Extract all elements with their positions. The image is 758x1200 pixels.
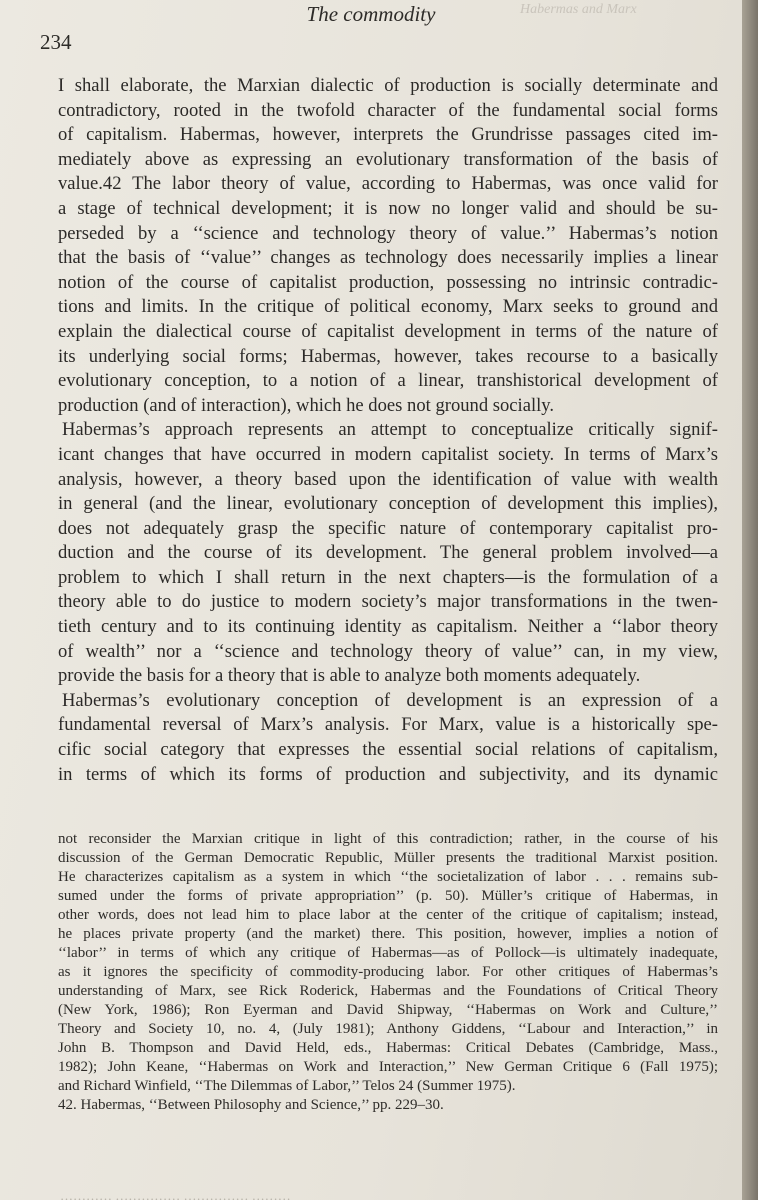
- footnote-line: and Richard Winfield, ‘‘The Dilemmas of Labor,’’ Telos 24 (Summer 1975).: [58, 1078, 516, 1094]
- body-line: explain the dialectical course of capitalist development in terms of the nature of: [58, 320, 718, 342]
- page-number: 234: [40, 30, 72, 54]
- body-line: provide the basis for a theory that is able to analyze both moments adequately.: [58, 665, 641, 687]
- body-line: production (and of interaction), which he does not ground socially.: [58, 394, 555, 416]
- footnote-line: he places private property (and the market) there. This position, however, implies a notion of: [58, 926, 718, 942]
- body-line: tieth century and to its continuing identity as capitalism. Neither a ‘‘labor theory: [58, 616, 718, 638]
- footnote-line: ‘‘labor’’ in terms of which any critique of Habermas—as of Pollock—is ultimately inadequate,: [58, 945, 718, 961]
- body-line: of capitalism. Habermas, however, interprets the Grundrisse passages cited im-: [58, 124, 718, 146]
- footnote-line: understanding of Marx, see Rick Roderick, Habermas and the Foundations of Critical Theory: [58, 983, 718, 999]
- body-line: duction and the course of its development. The general problem involved—a: [58, 542, 718, 564]
- body-line: mediately above as expressing an evolutionary transformation of the basis of: [58, 148, 718, 170]
- running-head: The commodity: [306, 2, 436, 26]
- footnote-line: (New York, 1986); Ron Eyerman and David Shipway, ‘‘Habermas on Work and Culture,’’: [58, 1002, 718, 1018]
- footnote-line: as it ignores the specificity of commodity-producing labor. For other critiques of Habermas’s: [58, 964, 718, 980]
- body-line: that the basis of ‘‘value’’ changes as technology does necessarily implies a linear: [58, 247, 718, 269]
- body-line: notion of the course of capitalist production, possessing no intrinsic contradic-: [58, 271, 718, 293]
- footnote-line: He characterizes capitalism as a system in which ‘‘the societalization of labor . . . remains sub-: [58, 869, 718, 885]
- footnote-line: other words, does not lead him to place labor at the center of the critique of capitalism; instead,: [58, 907, 718, 923]
- footnote-line: 1982); John Keane, ‘‘Habermas on Work and Interaction,’’ New German Critique 6 (Fall 1975);: [58, 1059, 718, 1075]
- body-line: in terms of which its forms of production and subjectivity, and its dynamic: [58, 763, 718, 785]
- body-line: in general (and the linear, evolutionary conception of development this implies),: [58, 493, 718, 515]
- body-line: Habermas’s approach represents an attempt to conceptualize critically signif-: [62, 419, 718, 441]
- body-line: theory able to do justice to modern society’s major transformations in the twen-: [58, 591, 718, 613]
- footnote-line: John B. Thompson and David Held, eds., Habermas: Critical Debates (Cambridge, Mass.,: [58, 1040, 718, 1056]
- body-line: its underlying social forms; Habermas, however, takes recourse to a basically: [58, 345, 718, 367]
- bleed-through-footer: ………… …………… …………… ………: [60, 1188, 291, 1200]
- body-line: tions and limits. In the critique of political economy, Marx seeks to ground and: [58, 296, 718, 318]
- body-line: evolutionary conception, to a notion of a linear, transhistorical development of: [58, 370, 718, 392]
- body-line: problem to which I shall return in the next chapters—is the formulation of a: [58, 566, 718, 588]
- body-line: cific social category that expresses the essential social relations of capitalism,: [58, 739, 718, 761]
- footnote-line: Theory and Society 10, no. 4, (July 1981); Anthony Giddens, ‘‘Labour and Interaction,’’ in: [58, 1021, 718, 1037]
- body-line: I shall elaborate, the Marxian dialectic of production is socially determinate and: [58, 75, 718, 96]
- body-line: Habermas’s evolutionary conception of development is an expression of a: [62, 689, 718, 711]
- footnotes: [58, 830, 718, 1115]
- footnote-line: not reconsider the Marxian critique in light of this contradiction; rather, in the course of his: [58, 831, 718, 847]
- body-line: does not adequately grasp the specific nature of contemporary capitalist pro-: [58, 517, 718, 539]
- footnote-line: 42. Habermas, ‘‘Between Philosophy and Science,’’ pp. 229–30.: [58, 1097, 444, 1113]
- bleed-through-header: Habermas and Marx: [520, 2, 637, 17]
- body-line: analysis, however, a theory based upon the identification of value with wealth: [58, 468, 718, 490]
- main-text: [58, 74, 718, 787]
- body-line: fundamental reversal of Marx’s analysis. For Marx, value is a historically spe-: [58, 714, 718, 736]
- body-line: icant changes that have occurred in modern capitalist society. In terms of Marx’s: [58, 443, 718, 465]
- body-line: perseded by a ‘‘science and technology theory of value.’’ Habermas’s notion: [58, 222, 718, 244]
- body-line: value.42 The labor theory of value, according to Habermas, was once valid for: [58, 173, 718, 195]
- body-line: of wealth’’ nor a ‘‘science and technology theory of value’’ can, in my view,: [58, 640, 718, 662]
- page-edge-shadow: [742, 0, 758, 1200]
- body-line: contradictory, rooted in the twofold character of the fundamental social forms: [58, 99, 718, 121]
- body-line: a stage of technical development; it is now no longer valid and should be su-: [58, 197, 718, 219]
- footnote-line: discussion of the German Democratic Republic, Müller presents the traditional Marxist position.: [58, 850, 718, 866]
- footnote-line: sumed under the forms of private appropriation’’ (p. 50). Müller’s critique of Habermas, in: [58, 888, 718, 904]
